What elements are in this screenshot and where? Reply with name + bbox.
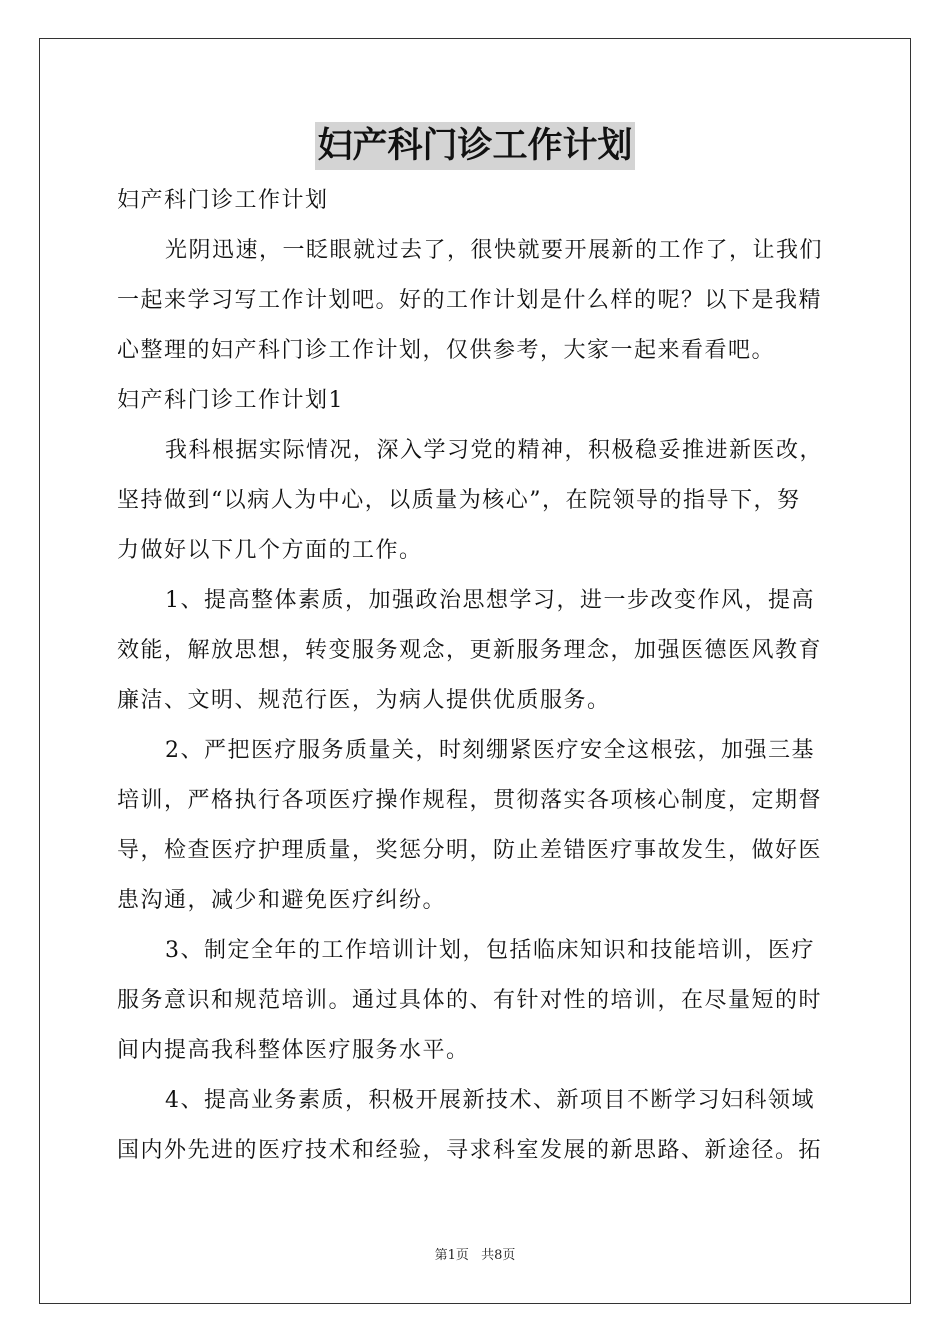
text-line: 间内提高我科整体医疗服务水平。	[117, 1038, 470, 1063]
text-line: 坚持做到“以病人为中心，以质量为核心”，在院领导的指导下，努	[117, 488, 801, 513]
text-line: 患沟通，减少和避免医疗纠纷。	[117, 888, 447, 913]
document-body	[117, 176, 835, 1176]
text-line: 我科根据实际情况，深入学习党的精神，积极稳妥推进新医改，	[165, 438, 824, 463]
text-line: 心整理的妇产科门诊工作计划，仅供参考，大家一起来看看吧。	[117, 338, 776, 363]
text-line: 4、提高业务素质，积极开展新技术、新项目不断学习妇科领域	[165, 1088, 815, 1113]
text-line: 妇产科门诊工作计划1	[117, 388, 344, 413]
text-line: 光阴迅速，一眨眼就过去了，很快就要开展新的工作了，让我们	[165, 238, 824, 263]
text-line: 效能，解放思想，转变服务观念，更新服务理念，加强医德医风教育	[117, 638, 823, 663]
text-line: 1、提高整体素质，加强政治思想学习，进一步改变作风，提高	[165, 588, 815, 613]
text-line: 廉洁、文明、规范行医，为病人提供优质服务。	[117, 688, 611, 713]
title-container	[0, 122, 950, 170]
text-line: 力做好以下几个方面的工作。	[117, 538, 423, 563]
text-line: 服务意识和规范培训。通过具体的、有针对性的培训，在尽量短的时	[117, 988, 823, 1013]
text-line: 一起来学习写工作计划吧。好的工作计划是什么样的呢？以下是我精	[117, 288, 823, 313]
text-line: 国内外先进的医疗技术和经验，寻求科室发展的新思路、新途径。拓	[117, 1138, 823, 1163]
text-line: 妇产科门诊工作计划	[117, 188, 329, 213]
text-line: 3、制定全年的工作培训计划，包括临床知识和技能培训，医疗	[165, 938, 815, 963]
page-footer	[0, 1246, 950, 1266]
page-total: 共8页	[481, 1248, 516, 1263]
text-line: 导，检查医疗护理质量，奖惩分明，防止差错医疗事故发生，做好医	[117, 838, 823, 863]
document-title: 妇产科门诊工作计划	[315, 122, 634, 170]
text-line: 培训，严格执行各项医疗操作规程，贯彻落实各项核心制度，定期督	[117, 788, 823, 813]
text-line: 2、严把医疗服务质量关，时刻绷紧医疗安全这根弦，加强三基	[165, 738, 815, 763]
page-number: 第1页	[434, 1248, 469, 1263]
